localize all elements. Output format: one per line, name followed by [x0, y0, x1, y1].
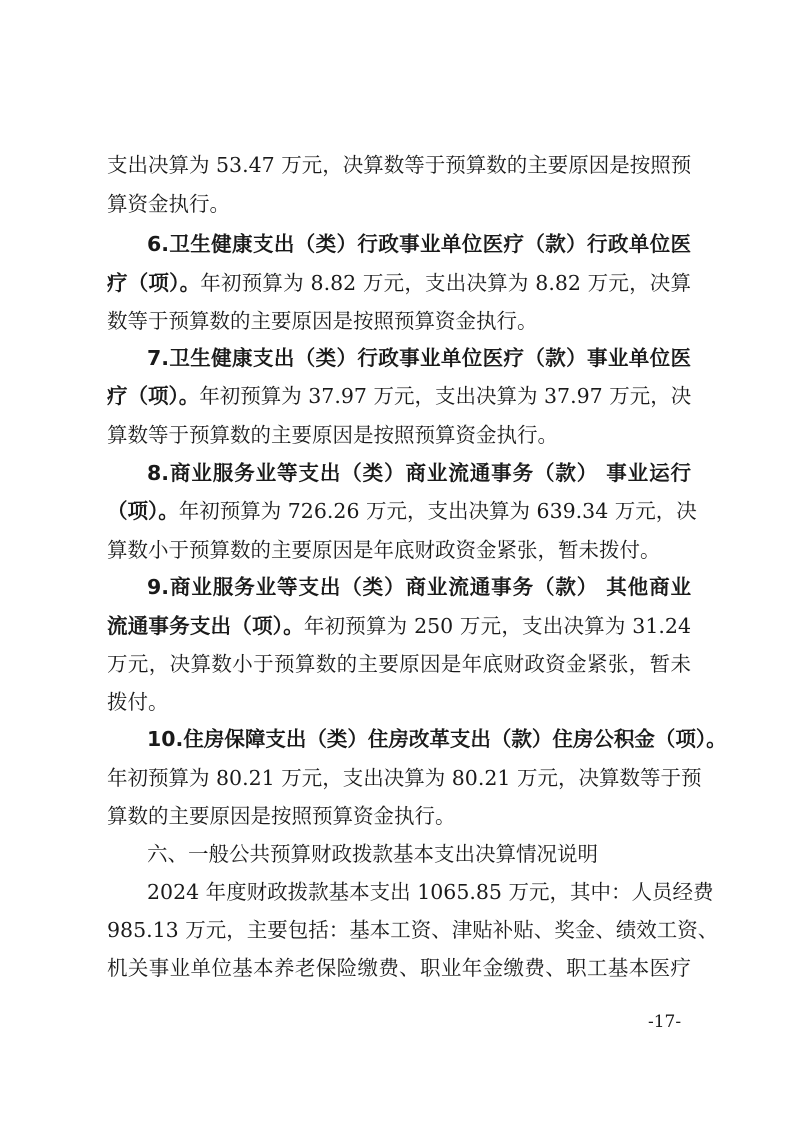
section-title: 六、一般公共预算财政拨款基本支出决算情况说明 [147, 842, 598, 866]
line-text: 万元，决算数小于预算数的主要原因是年底财政资金紧张，暂未 [107, 652, 691, 676]
line-text: 年初预算为 37.97 万元，支出决算为 37.97 万元，决 [199, 384, 692, 408]
line-text: 算资金执行。 [107, 192, 230, 216]
paragraph-line [107, 189, 691, 219]
page-number: -17- [648, 1012, 682, 1032]
line-text: 2024 年度财政拨款基本支出 1065.85 万元，其中：人员经费 [147, 880, 714, 904]
item-9-heading [147, 572, 691, 602]
item-10-heading [147, 724, 727, 754]
item-8-heading [147, 458, 691, 488]
item-6-title-end: 疗（项）。 [107, 271, 201, 295]
item-8-title: 8.商业服务业等支出（类）商业流通事务（款） 事业运行 [147, 461, 691, 485]
paragraph-line [107, 649, 691, 679]
line-text: 拨付。 [107, 690, 169, 714]
item-6-heading [147, 229, 691, 259]
paragraph-line [107, 150, 691, 180]
item-7-title-end: 疗（项）。 [107, 384, 200, 408]
item-9-title-end: 流通事务支出（项）。 [107, 614, 304, 638]
paragraph-line [107, 306, 691, 336]
line-text: 年初预算为 80.21 万元，支出决算为 80.21 万元，决算数等于预 [107, 766, 702, 790]
paragraph-line [107, 953, 691, 983]
line-text: 年初预算为 250 万元，支出决算为 31.24 [303, 614, 691, 638]
line-text: 985.13 万元，主要包括：基本工资、津贴补贴、奖金、绩效工资、 [107, 918, 719, 942]
paragraph-line [107, 381, 691, 411]
item-7-title: 7.卫生健康支出（类）行政事业单位医疗（款）事业单位医 [147, 346, 691, 370]
paragraph-line [107, 496, 697, 526]
line-text: 数等于预算数的主要原因是按照预算资金执行。 [107, 309, 538, 333]
item-6-title: 6.卫生健康支出（类）行政事业单位医疗（款）行政单位医 [147, 232, 691, 256]
line-text: 算数小于预算数的主要原因是年底财政资金紧张，暂未拨付。 [107, 538, 661, 562]
paragraph-line [107, 915, 719, 945]
item-10-title: 10.住房保障支出（类）住房改革支出（款）住房公积金（项）。 [147, 727, 727, 751]
line-text: 支出决算为 53.47 万元，决算数等于预算数的主要原因是按照预 [107, 153, 692, 177]
line-text: 机关事业单位基本养老保险缴费、职业年金缴费、职工基本医疗 [107, 956, 691, 980]
paragraph-line [107, 763, 702, 793]
paragraph-line [107, 687, 691, 717]
paragraph-line [107, 535, 691, 565]
line-text: 年初预算为 8.82 万元，支出决算为 8.82 万元，决算 [200, 271, 692, 295]
paragraph-line [107, 611, 691, 641]
line-text: 算数等于预算数的主要原因是按照预算资金执行。 [107, 423, 558, 447]
line-text: 年初预算为 726.26 万元，支出决算为 639.34 万元，决 [178, 499, 697, 523]
paragraph-line [147, 877, 714, 907]
section-six-heading [147, 839, 691, 869]
item-7-heading [147, 343, 691, 373]
item-8-title-end: （项）。 [107, 499, 179, 523]
paragraph-line [107, 801, 691, 831]
paragraph-line [107, 268, 691, 298]
item-9-title: 9.商业服务业等支出（类）商业流通事务（款） 其他商业 [147, 575, 691, 599]
paragraph-line [107, 420, 691, 450]
line-text: 算数的主要原因是按照预算资金执行。 [107, 804, 456, 828]
